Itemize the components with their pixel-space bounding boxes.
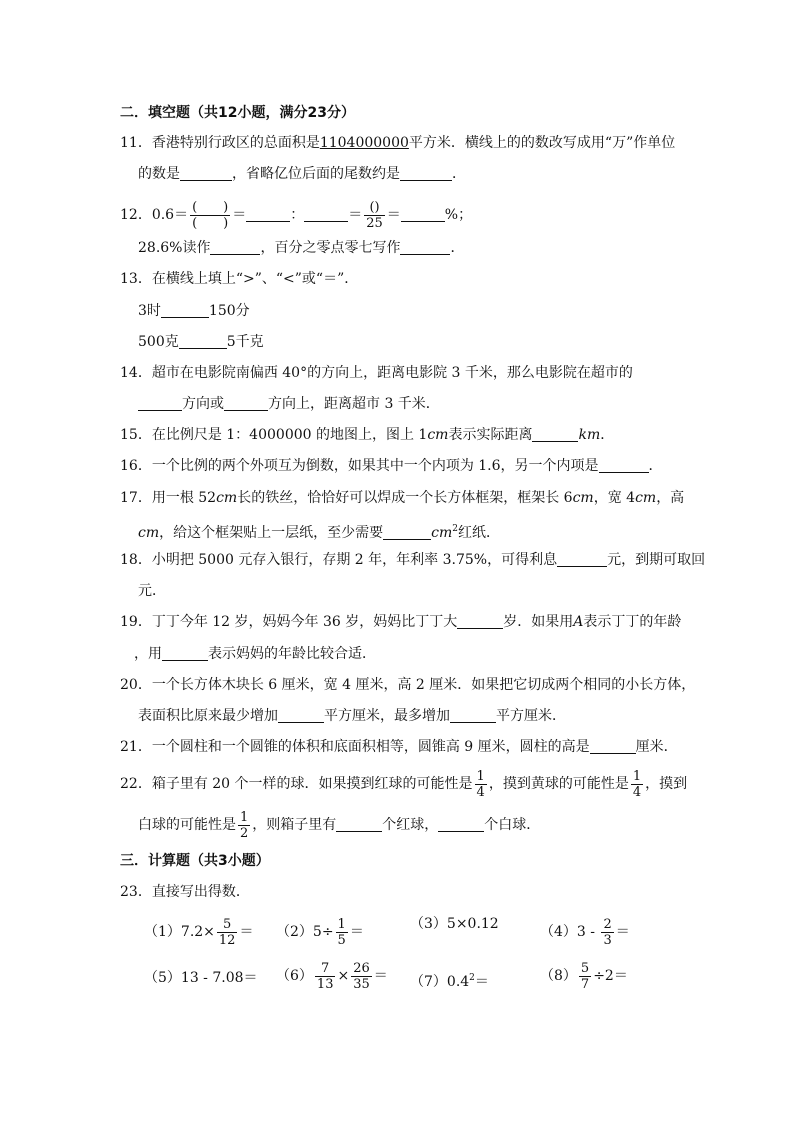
calc-item-3 [410,914,499,934]
question-20-line-2 [138,706,566,726]
question-text: 用一根 52 [151,490,217,506]
question-text: 在横线上填上“>”、“<”或“＝”． [151,271,359,287]
calc-text: × [337,968,350,984]
area-value: 1104000000 [319,135,409,151]
compare-left: 500克 [138,334,179,350]
fraction-denominator: 25 [366,215,383,231]
answer-blank[interactable] [162,645,208,661]
question-number: 12． [120,207,152,223]
question-text: 方向或 [182,396,224,412]
question-text: 表示丁丁的年龄 [583,614,682,630]
question-text: 平方厘米，最多增加 [324,708,450,724]
question-text: ，省略亿位后面的尾数约是 [232,166,400,182]
question-text: 香港特别行政区的总面积是 [151,135,320,151]
unit: cm [431,525,453,541]
fraction-denominator: 3 [603,932,612,948]
fraction-numerator: 1 [632,768,642,784]
question-text: ． [450,240,465,256]
fraction-numerator: 2 [603,916,612,932]
colon: ： [290,207,305,223]
fraction-denominator: 4 [476,784,485,800]
question-text: 元，到期可取回 [607,552,706,568]
question-number: 17． [120,490,152,506]
question-text: 个红球， [382,817,439,833]
question-18-line-1 [120,550,705,570]
fraction [336,917,348,948]
fraction-numerator[interactable]: ( ) [192,199,229,215]
unit: cm [216,490,238,506]
superscript: 2 [469,973,475,983]
question-text: 一个比例的两个外项互为倒数，如果其中一个内项为 1.6，另一个内项是 [151,458,599,474]
question-text: 元． [138,583,166,599]
calc-item-6 [276,958,388,994]
question-text: ． [648,458,663,474]
question-text: 28.6%读作 [138,240,211,256]
answer-blank[interactable] [401,206,445,222]
answer-blank[interactable] [450,707,496,723]
fraction-numerator: 5 [580,960,590,976]
question-22-line-2 [138,807,540,843]
calc-text: （7）0.4 [410,974,470,990]
answer-blank[interactable] [179,333,227,349]
question-text: 白球的可能性是 [138,817,236,833]
fraction [364,200,385,231]
answer-blank[interactable] [180,165,232,181]
question-text: %； [444,207,473,223]
unit: cm [427,427,449,443]
fraction [351,961,372,992]
compare-left: 3时 [138,303,161,319]
calc-text: ＝ [373,968,388,984]
question-11-line-1 [120,133,675,153]
answer-blank[interactable] [438,816,484,832]
fraction-denominator: 2 [240,825,249,841]
fraction [315,961,336,992]
fraction-denominator: 13 [316,976,334,992]
calc-text: （4）3 - [540,924,600,940]
question-13-line-1 [120,269,358,289]
section-3-title: 三．计算题（共3小题） [120,853,270,869]
question-16 [120,456,663,476]
question-number: 14． [120,365,152,381]
unit: cm [572,490,594,506]
question-text: 方向上，距离超市 3 千米． [268,396,440,412]
unit: cm [138,525,160,541]
question-text: 在比例尺是 1：4000000 的地图上，图上 1 [151,427,428,443]
question-number: 11． [120,135,152,151]
answer-blank[interactable] [278,707,324,723]
fraction-numerator: 1 [337,916,346,932]
answer-blank[interactable] [304,206,348,222]
variable: A [573,614,584,630]
question-number: 23． [120,884,152,900]
fraction-denominator: 35 [353,976,370,992]
equals-sign: ＝ [386,207,401,223]
answer-blank[interactable] [138,395,182,411]
unit: km [578,427,601,443]
fraction [217,917,238,948]
question-text: ，给这个框架贴上一层纸，至少需要 [159,525,384,541]
answer-blank[interactable] [383,524,431,540]
superscript: 2 [452,524,458,534]
equals-sign: ＝ [348,207,363,223]
fraction-numerator: 7 [315,961,336,977]
question-text: ，高 [656,490,685,506]
answer-blank[interactable] [246,206,290,222]
compare-right: 5千克 [226,334,264,350]
question-text: 箱子里有 20 个一样的球．如果摸到红球的可能性是 [151,776,473,792]
question-text: 的数是 [138,166,180,182]
calc-text: （1）7.2× [144,924,215,940]
question-text: 0.6＝ [151,207,189,223]
fraction [601,917,613,948]
answer-blank[interactable] [532,426,578,442]
question-number: 22． [120,776,152,792]
fraction-denominator: 5 [337,932,346,948]
question-number: 19． [120,614,152,630]
question-12-line-1 [120,197,472,233]
question-text: 个白球． [484,817,541,833]
question-text: ． [600,427,615,443]
question-text: 超市在电影院南偏西 40°的方向上，距离电影院 3 千米，那么电影院在超市的 [151,365,633,381]
answer-blank[interactable] [590,738,636,754]
question-text: ，则箱子里有 [252,817,337,833]
question-17-line-1 [120,488,684,508]
answer-blank[interactable] [457,613,503,629]
question-text: ，摸到黄球的可能性是 [488,776,629,792]
fraction-numerator: 26 [353,960,370,976]
calc-text: ＝ [239,924,254,940]
question-text: ． [452,166,466,182]
question-17-line-2 [138,519,500,543]
fraction-numerator: 1 [240,809,249,825]
question-14-line-1 [120,363,633,383]
question-number: 21． [120,739,152,755]
question-text: 厘米． [635,739,678,755]
answer-blank[interactable] [400,165,452,181]
question-text: 平方厘米． [496,708,566,724]
calc-text: （8） [540,968,577,984]
fraction-numerator: 5 [217,917,238,933]
unit: cm [635,490,657,506]
question-22-line-1 [120,766,687,802]
question-text: ，宽 4 [593,490,636,506]
fraction [579,961,591,992]
question-number: 16． [120,458,152,474]
question-12-line-2 [138,238,464,258]
calc-text: ＝ [474,974,489,990]
answer-blank[interactable] [336,816,382,832]
question-15 [120,425,614,445]
question-number: 20． [120,677,152,693]
question-text: 平方米．横线上的的数改写成用“万”作单位 [408,135,676,151]
fraction-denominator: 12 [218,932,236,948]
fraction-numerator[interactable]: () [364,200,385,216]
calc-text: （3）5×0.12 [410,916,499,932]
answer-blank[interactable] [557,551,607,567]
calc-item-2 [276,914,364,950]
question-18-line-2 [138,581,166,601]
question-text: 小明把 5000 元存入银行，存期 2 年，年利率 3.75%，可得利息 [151,552,558,568]
calc-text: ＝ [615,924,630,940]
fraction-denominator: 4 [632,784,642,800]
answer-blank[interactable] [599,457,649,473]
question-text: 表示实际距离 [448,427,533,443]
question-text: 一个圆柱和一个圆锥的体积和底面积相等，圆锥高 9 厘米，圆柱的高是 [151,739,590,755]
question-text: 表面积比原来最少增加 [138,708,278,724]
equals-sign: ＝ [232,207,247,223]
calc-text: （5）13 - 7.08＝ [144,970,258,986]
question-19-line-1 [120,612,681,632]
question-text: ，百分之零点零七写作 [260,240,401,256]
calc-item-8 [540,958,628,994]
question-14-line-2 [138,394,440,414]
question-number: 13． [120,271,152,287]
fraction-denominator: 7 [580,976,590,992]
calc-item-7 [410,960,489,1000]
question-text: ，用 [134,646,162,662]
fraction-numerator: 1 [476,768,485,784]
question-text: 表示妈妈的年龄比较合适． [208,646,376,662]
calc-item-1 [144,914,253,950]
question-13-line-2 [138,301,250,321]
question-19-line-2 [134,644,376,664]
question-text: ，摸到 [645,776,688,792]
question-text: 红纸． [457,525,500,541]
answer-blank[interactable] [210,239,260,255]
question-13-line-3 [138,332,264,352]
question-text: 岁．如果用 [503,614,574,630]
question-11-line-2 [138,164,466,184]
question-number: 15． [120,427,152,443]
calc-text: （2）5÷ [276,924,334,940]
calc-item-5 [144,960,258,996]
fraction-denominator[interactable]: ( ) [192,215,229,231]
calc-text: ＝ [349,924,364,940]
calc-text: （6） [276,968,313,984]
question-20-line-1 [120,675,695,695]
answer-blank[interactable] [161,302,209,318]
calc-item-4 [540,914,630,950]
question-21 [120,737,678,757]
fraction [190,200,230,231]
fraction [238,810,250,841]
question-text: 丁丁今年 12 岁，妈妈今年 36 岁，妈妈比丁丁大 [151,614,458,630]
compare-right: 150分 [208,303,250,319]
question-text: 长的铁丝，恰恰好可以焊成一个长方体框架，框架长 6 [237,490,573,506]
question-23 [120,882,250,902]
fraction [631,769,643,800]
question-text: 一个长方体木块长 6 厘米，宽 4 厘米，高 2 厘米．如果把它切成两个相同的小长方体， [151,677,696,693]
answer-blank[interactable] [400,239,450,255]
answer-blank[interactable] [224,395,268,411]
section-2-title: 二．填空题（共12小题，满分23分） [120,105,355,121]
calc-text: ÷2＝ [593,968,628,984]
question-number: 18． [120,552,152,568]
question-text: 直接写出得数． [151,884,250,900]
fraction [475,769,487,800]
